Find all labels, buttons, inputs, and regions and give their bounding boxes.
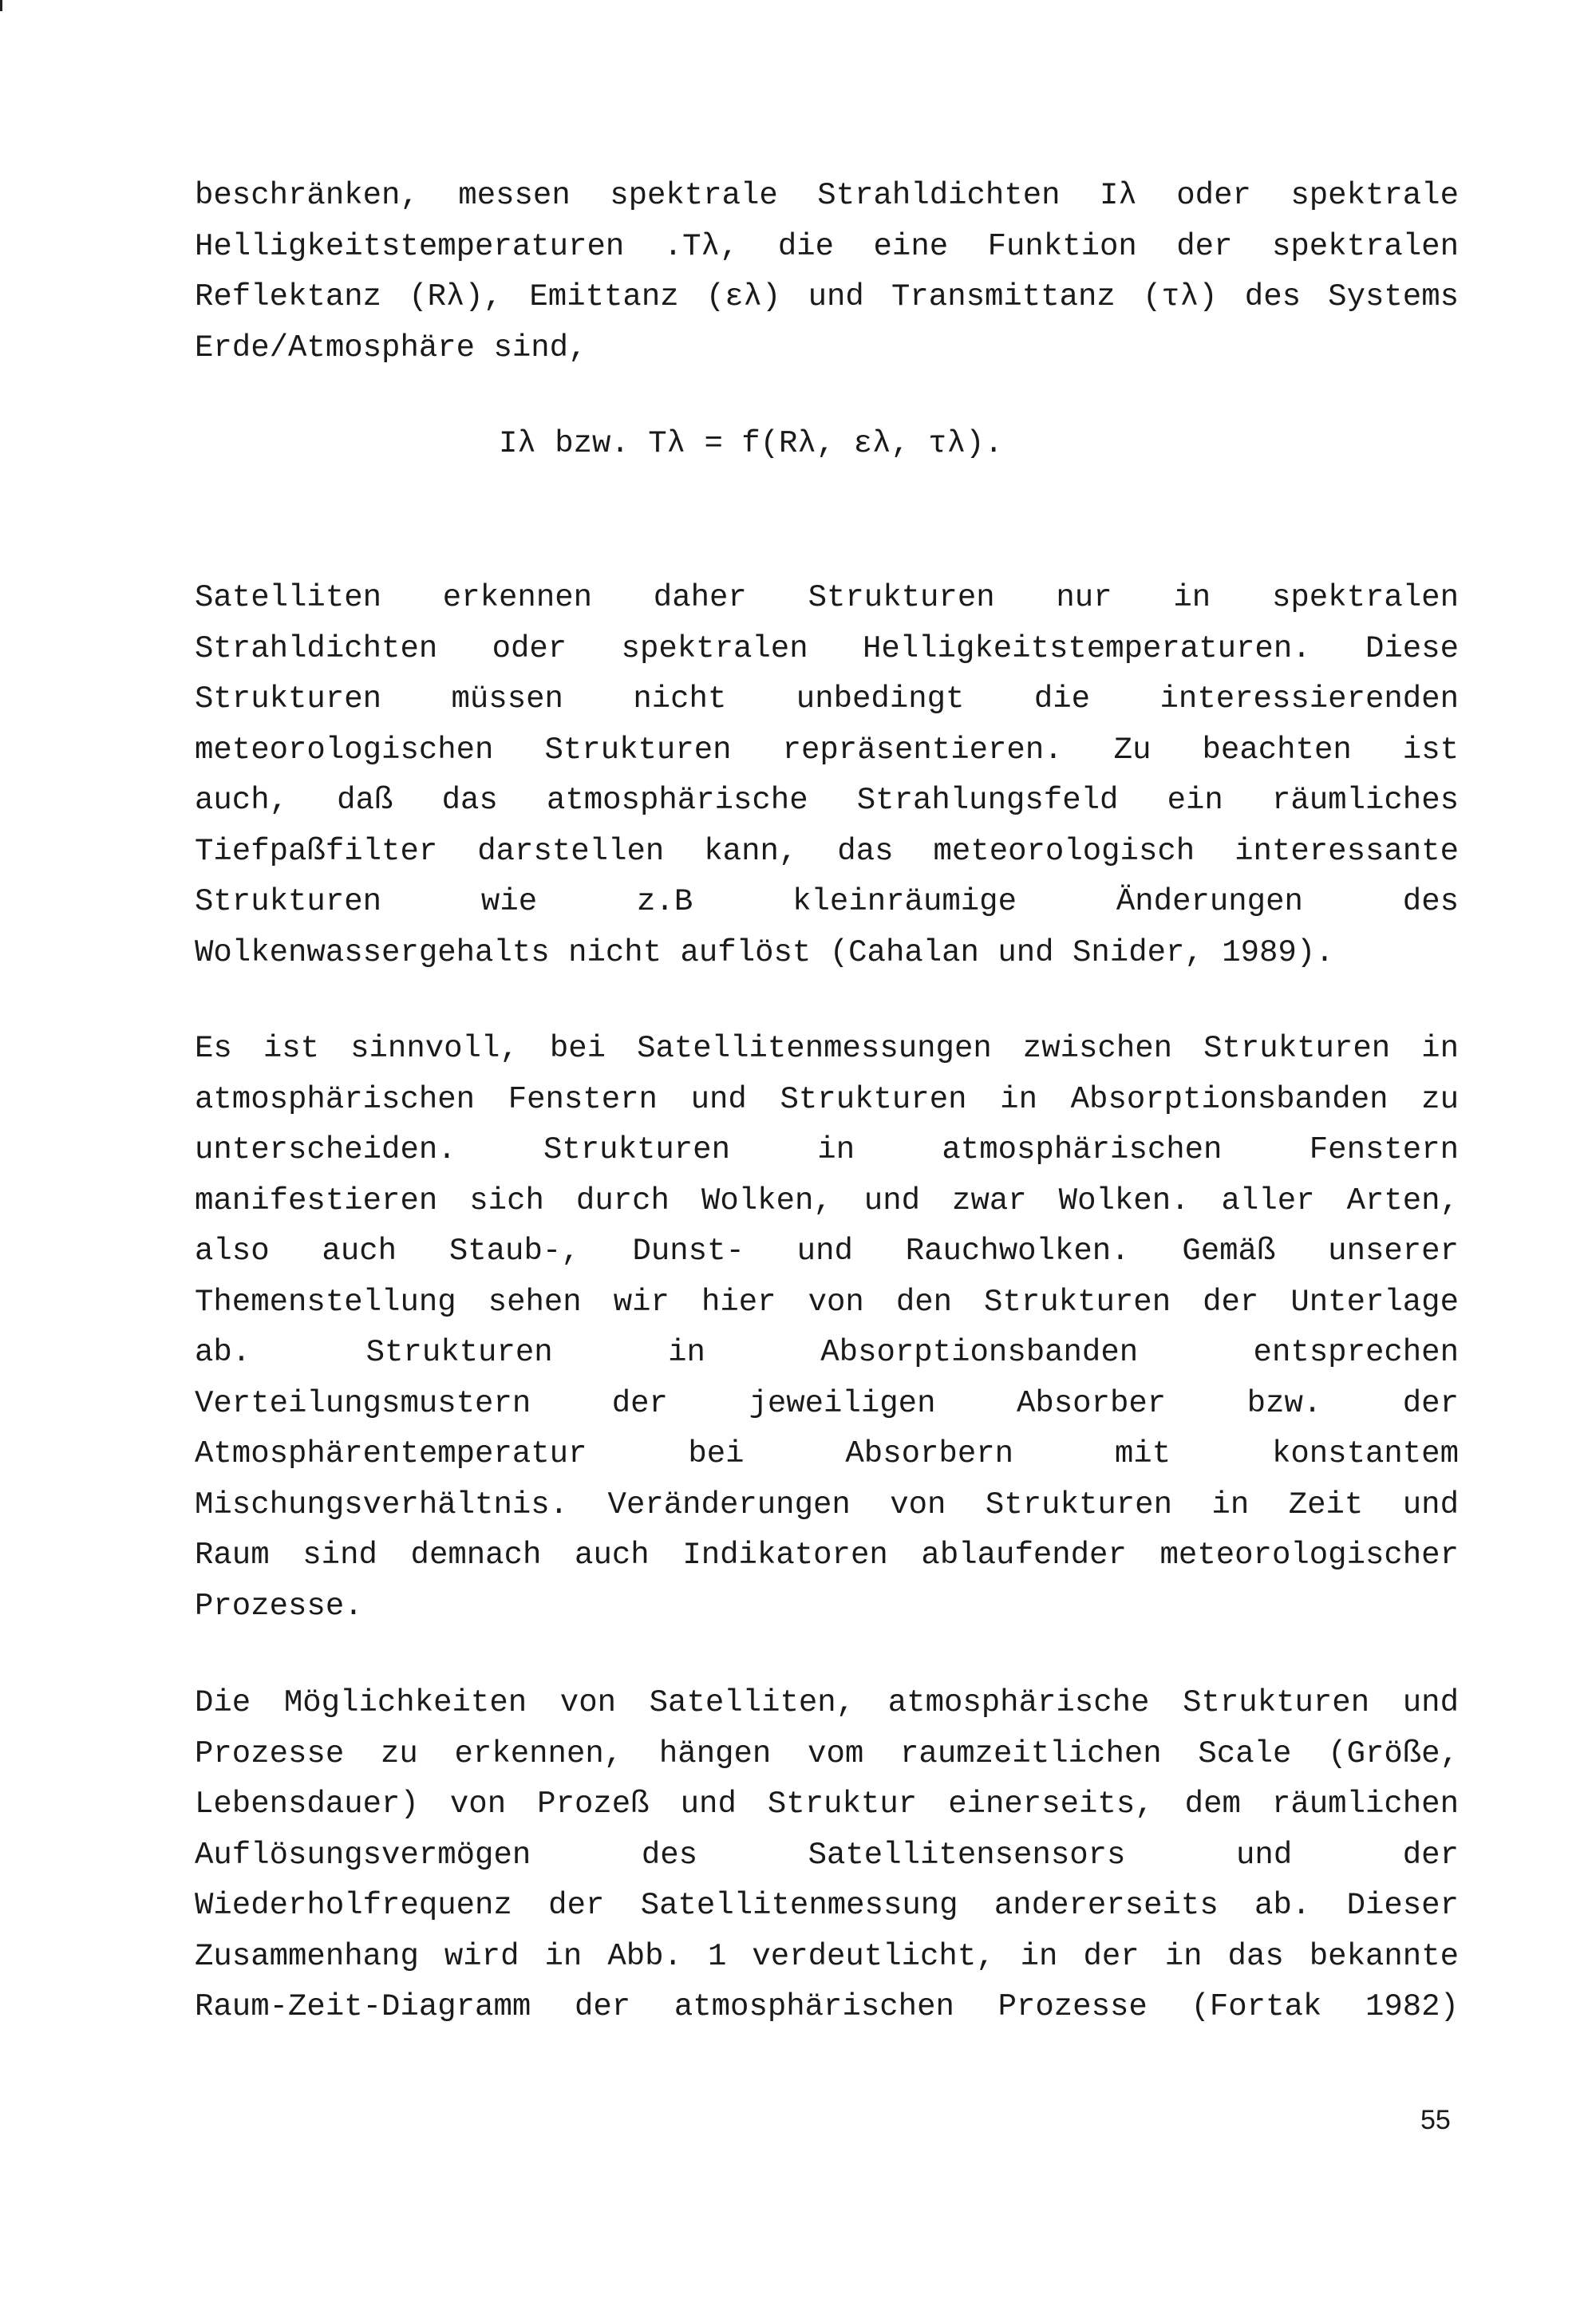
text-line: Themenstellung sehen wir hier von den Strukturen der Unterlage — [195, 1284, 1459, 1320]
paragraph-3 — [195, 1024, 1459, 1632]
text-line: Tiefpaßfilter darstellen kann, das meteorologisch interessante — [195, 833, 1459, 869]
text-line: Mischungsverhältnis. Veränderungen von Strukturen in Zeit und — [195, 1487, 1459, 1522]
formula: Iλ bzw. Tλ = f(Rλ, ελ, τλ). — [499, 426, 1003, 461]
text-line: Prozesse. — [195, 1588, 363, 1624]
text-line: manifestieren sich durch Wolken, und zwar Wolken. aller Arten, — [195, 1183, 1459, 1218]
scan-mark — [0, 0, 2, 11]
text-line: Helligkeitstemperaturen .Tλ, die eine Funktion der spektralen — [195, 228, 1459, 264]
text-line: Erde/Atmosphäre sind, — [195, 330, 587, 365]
page-number: 55 — [1420, 2105, 1451, 2135]
text-line: Atmosphärentemperatur bei Absorbern mit konstantem — [195, 1436, 1459, 1471]
text-line: unterscheiden. Strukturen in atmosphärischen Fenstern — [195, 1132, 1459, 1167]
text-line: Wiederholfrequenz der Satellitenmessung andererseits ab. Dieser — [195, 1888, 1459, 1923]
text-line: Strahldichten oder spektralen Helligkeitstemperaturen. Diese — [195, 630, 1459, 666]
text-line: Die Möglichkeiten von Satelliten, atmosphärische Strukturen und — [195, 1685, 1459, 1720]
text-line: Strukturen müssen nicht unbedingt die interessierenden — [195, 681, 1459, 717]
text-line: Zusammenhang wird in Abb. 1 verdeutlicht, in der in das bekannte — [195, 1938, 1459, 1974]
paragraph-2 — [195, 573, 1459, 978]
text-line: Satelliten erkennen daher Strukturen nur in spektralen — [195, 580, 1459, 615]
text-line: Auflösungsvermögen des Satellitensensors und der — [195, 1837, 1459, 1873]
text-line: Lebensdauer) von Prozeß und Struktur einerseits, dem räumlichen — [195, 1787, 1459, 1822]
text-line: atmosphärischen Fenstern und Strukturen in Absorptionsbanden zu — [195, 1081, 1459, 1117]
text-line: auch, daß das atmosphärische Strahlungsfeld ein räumliches — [195, 783, 1459, 818]
text-line: also auch Staub-, Dunst- und Rauchwolken. Gemäß unserer — [195, 1234, 1459, 1269]
text-line: beschränken, messen spektrale Strahldichten Iλ oder spektrale — [195, 178, 1459, 213]
text-line: Strukturen wie z.B kleinräumige Änderungen des — [195, 884, 1459, 919]
text-line: Wolkenwassergehalts nicht auflöst (Cahalan und Snider, 1989). — [195, 934, 1334, 970]
text-line: ab. Strukturen in Absorptionsbanden entsprechen — [195, 1335, 1459, 1370]
text-line: Es ist sinnvoll, bei Satellitenmessungen zwischen Strukturen in — [195, 1031, 1459, 1066]
paragraph-4 — [195, 1678, 1459, 2033]
text-line: Prozesse zu erkennen, hängen vom raumzeitlichen Scale (Größe, — [195, 1735, 1459, 1771]
paragraph-1 — [195, 171, 1459, 373]
text-line: Reflektanz (Rλ), Emittanz (ελ) und Transmittanz (τλ) des Systems — [195, 279, 1459, 314]
text-line: Raum-Zeit-Diagramm der atmosphärischen Prozesse (Fortak 1982) — [195, 1989, 1459, 2024]
text-line: meteorologischen Strukturen repräsentieren. Zu beachten ist — [195, 732, 1459, 768]
text-line: Raum sind demnach auch Indikatoren ablaufender meteorologischer — [195, 1538, 1459, 1573]
text-line: Verteilungsmustern der jeweiligen Absorber bzw. der — [195, 1385, 1459, 1421]
